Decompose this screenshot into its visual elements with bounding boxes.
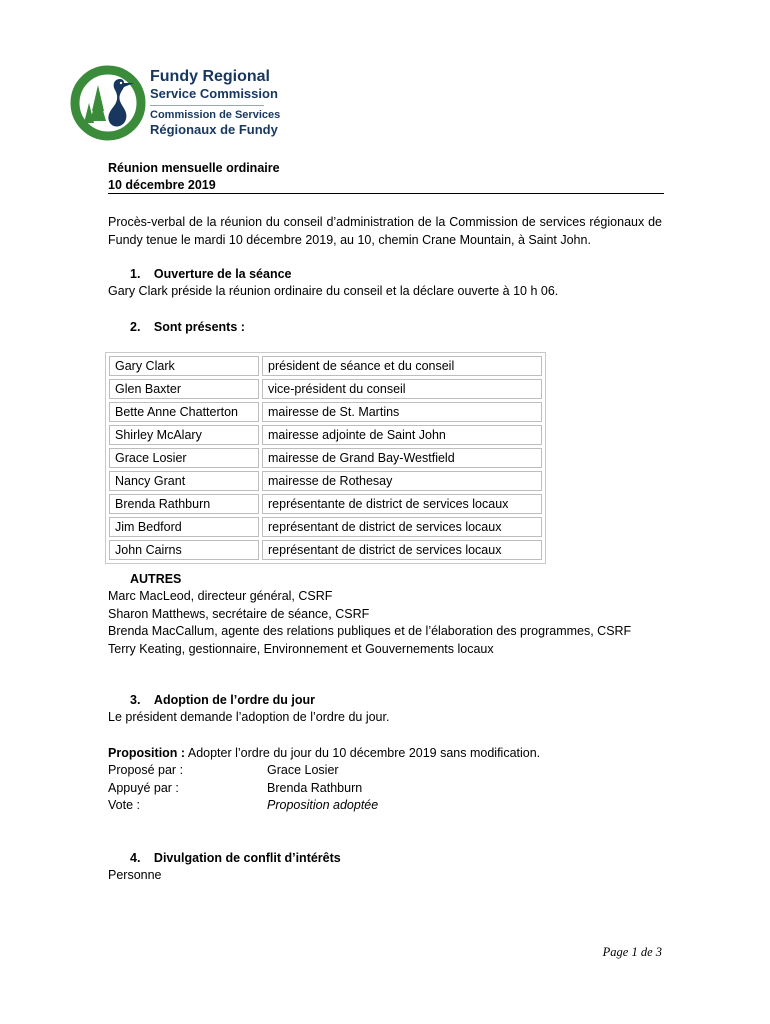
member-name: Brenda Rathburn	[109, 494, 259, 514]
intro-paragraph: Procès-verbal de la réunion du conseil d’administration de la Commission de services régionaux de Fundy tenue le mardi 10 décembre 2019, au 10, chemin Crane Mountain, à Saint John.	[108, 215, 662, 247]
others-list	[108, 588, 631, 658]
member-name: Grace Losier	[109, 448, 259, 468]
member-role: représentante de district de services locaux	[262, 494, 542, 514]
table-row	[109, 379, 542, 399]
member-role: représentant de district de services locaux	[262, 517, 542, 537]
organization-name	[150, 68, 280, 137]
others-item: Marc MacLeod, directeur général, CSRF	[108, 589, 333, 603]
member-name: Nancy Grant	[109, 471, 259, 491]
member-name: John Cairns	[109, 540, 259, 560]
motion-line	[108, 745, 540, 763]
table-row	[109, 448, 542, 468]
vote-label: Vote :	[108, 798, 140, 812]
meeting-title: Réunion mensuelle ordinaire	[108, 161, 280, 175]
member-role: mairesse adjointe de Saint John	[262, 425, 542, 445]
table-row	[109, 517, 542, 537]
table-row	[109, 356, 542, 376]
others-item: Terry Keating, gestionnaire, Environnement et Gouvernements locaux	[108, 641, 494, 656]
org-name-en-line1: Fundy Regional	[150, 68, 270, 85]
member-role: représentant de district de services locaux	[262, 540, 542, 560]
others-heading: AUTRES	[130, 572, 182, 586]
page-number: Page 1 de 3	[602, 945, 662, 959]
others-item: Sharon Matthews, secrétaire de séance, CSRF	[108, 606, 370, 621]
motion-text: Adopter l’ordre du jour du 10 décembre 2019 sans modification.	[185, 746, 541, 760]
member-name: Jim Bedford	[109, 517, 259, 537]
org-name-divider	[150, 105, 264, 106]
seconded-label: Appuyé par :	[108, 781, 179, 795]
others-item: Brenda MacCallum, agente des relations publiques et de l’élaboration des programmes, CSRF	[108, 624, 632, 639]
table-row	[109, 425, 542, 445]
table-row	[109, 402, 542, 422]
member-role: président de séance et du conseil	[262, 356, 542, 376]
section-3-text: Le président demande l’adoption de l’ordre du jour.	[108, 710, 390, 724]
member-name: Glen Baxter	[109, 379, 259, 399]
motion-label: Proposition :	[108, 746, 186, 760]
org-name-fr-line2: Régionaux de Fundy	[150, 122, 278, 137]
section-1-text: Gary Clark préside la réunion ordinaire du conseil et la déclare ouverte à 10 h 06.	[108, 284, 559, 298]
moved-label: Proposé par :	[108, 763, 184, 777]
vote-value: Proposition adoptée	[267, 798, 379, 812]
org-name-en-line2: Service Commission	[150, 86, 278, 101]
member-name: Shirley McAlary	[109, 425, 259, 445]
section-2-heading	[130, 319, 245, 337]
table-row	[109, 494, 542, 514]
member-role: mairesse de Grand Bay-Westfield	[262, 448, 542, 468]
section-2-number: 2.	[130, 320, 141, 334]
member-role: mairesse de St. Martins	[262, 402, 542, 422]
section-4-text: Personne	[108, 868, 162, 882]
seconded-value: Brenda Rathburn	[267, 781, 363, 795]
heron-tree-logo-icon	[68, 63, 148, 143]
section-4-title: Divulgation de conflit d’intérêts	[153, 851, 341, 865]
member-name: Gary Clark	[109, 356, 259, 376]
moved-value: Grace Losier	[267, 763, 339, 777]
members-table	[105, 352, 546, 564]
section-3-heading	[130, 692, 315, 710]
member-name: Bette Anne Chatterton	[109, 402, 259, 422]
member-role: mairesse de Rothesay	[262, 471, 542, 491]
meeting-date: 10 décembre 2019	[108, 178, 216, 192]
section-3-title: Adoption de l’ordre du jour	[153, 693, 316, 707]
section-4-number: 4.	[130, 851, 141, 865]
section-4-heading	[130, 850, 341, 868]
table-row	[109, 471, 542, 491]
table-row	[109, 540, 542, 560]
title-rule	[108, 193, 664, 194]
org-name-fr-line1: Commission de Services	[150, 109, 281, 121]
section-3-number: 3.	[130, 693, 141, 707]
section-1-title: Ouverture de la séance	[153, 267, 292, 281]
section-1-heading	[130, 266, 292, 284]
section-1-number: 1.	[130, 267, 141, 281]
member-role: vice-président du conseil	[262, 379, 542, 399]
section-2-title: Sont présents :	[153, 320, 245, 334]
